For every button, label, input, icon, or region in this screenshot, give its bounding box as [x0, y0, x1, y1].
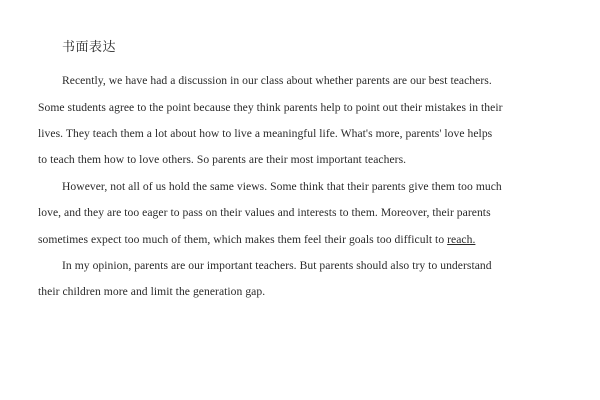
paragraph-3-line-2: their children more and limit the generation gap.: [38, 285, 266, 298]
paragraph-1-line-4: to teach them how to love others. So parents are their most important teachers.: [38, 153, 407, 166]
paragraph-2-line-2: love, and they are too eager to pass on their values and interests to them. Moreover, their parents: [38, 206, 491, 219]
underlined-word: reach.: [447, 233, 476, 246]
paragraph-3-line-1: In my opinion, parents are our important teachers. But parents should also try to understand: [62, 259, 492, 272]
paragraph-2-line-1: However, not all of us hold the same views. Some think that their parents give them too much: [62, 180, 502, 193]
paragraph-1-line-1: Recently, we have had a discussion in our class about whether parents are our best teachers.: [62, 74, 492, 87]
document-heading: 书面表达: [62, 40, 117, 55]
paragraph-2-line-3-text: sometimes expect too much of them, which makes them feel their goals too difficult to: [38, 233, 448, 246]
paragraph-2-line-3: [38, 232, 475, 247]
paragraph-1-line-3: lives. They teach them a lot about how to live a meaningful life. What's more, parents' love helps: [38, 127, 493, 140]
paragraph-1-line-2: Some students agree to the point because they think parents help to point out their mistakes in their: [38, 101, 503, 114]
